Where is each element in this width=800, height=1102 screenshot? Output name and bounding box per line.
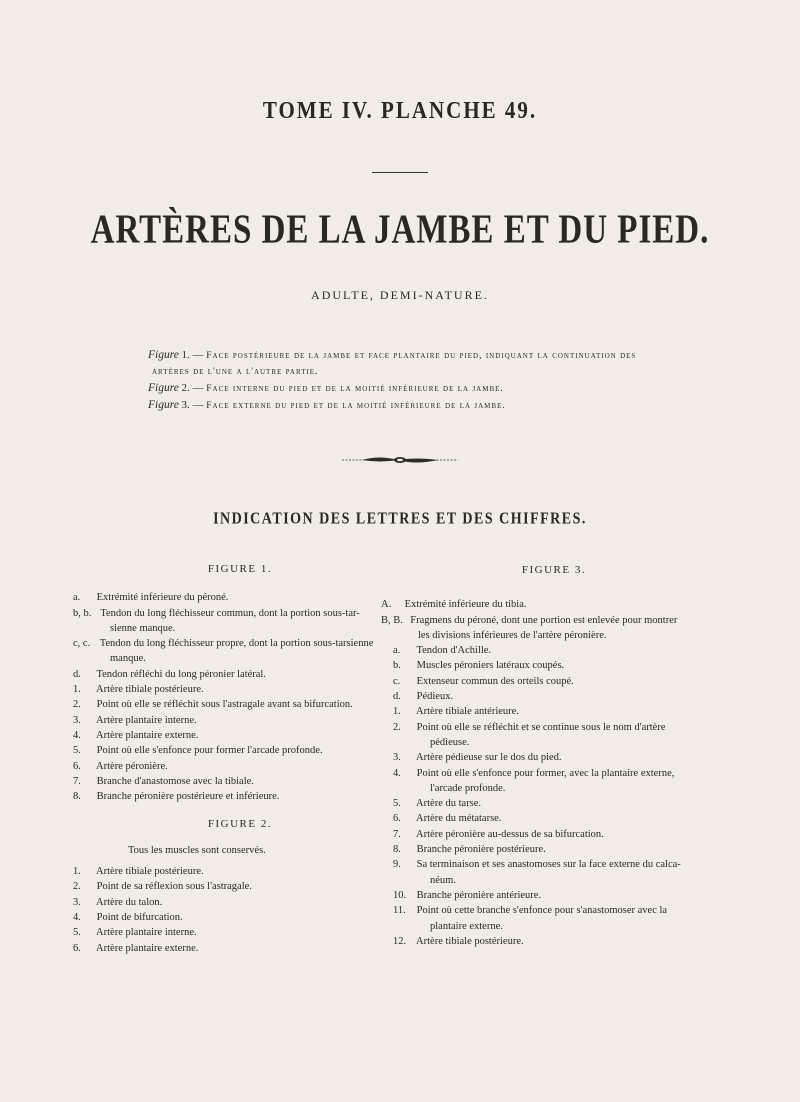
legend-item — [393, 827, 710, 842]
legend-item — [393, 674, 710, 689]
legend-text: Tendon du long fléchisseur commun, dont la portion sous-tar- — [100, 607, 360, 619]
legend-item — [393, 689, 710, 704]
figure2-heading: FIGURE 2. — [207, 818, 273, 831]
legend-item — [393, 704, 710, 719]
legend-key: 7. — [73, 775, 81, 787]
legend-key: 1. — [73, 684, 81, 696]
legend-key: c, c. — [73, 638, 91, 650]
legend-key: 6. — [393, 813, 401, 825]
legend-text: Artère tibiale postérieure. — [416, 935, 524, 947]
figure2-legend — [73, 864, 390, 956]
legend-text: Extrémité inférieure du péroné. — [96, 592, 229, 604]
legend-item — [381, 597, 710, 612]
legend-key: 2. — [73, 699, 81, 711]
legend-text: Artère pédieuse sur le dos du pied. — [416, 752, 562, 764]
legend-item — [393, 888, 710, 903]
legend-item — [393, 643, 710, 658]
figure-description-cont: artères de l'une a l'autre partie. — [152, 367, 319, 377]
legend-text: Sa terminaison et ses anastomoses sur la face externe du calca- — [416, 859, 681, 871]
legend-text: Branche péronière postérieure. — [416, 844, 546, 856]
legend-key: b, b. — [73, 607, 92, 619]
legend-key: B, B. — [381, 614, 403, 626]
legend-item — [73, 636, 390, 667]
legend-key: c. — [393, 675, 401, 687]
legend-item — [381, 613, 710, 644]
divider-rule — [372, 172, 428, 173]
figure-entry-3 — [148, 397, 668, 414]
left-column — [73, 562, 390, 956]
legend-item — [393, 766, 710, 797]
legend-item — [393, 658, 710, 673]
legend-item — [73, 941, 390, 956]
legend-text: Branche d'anastomose avec la tibiale. — [96, 775, 254, 787]
legend-key: 11. — [393, 905, 406, 917]
legend-item — [393, 903, 710, 934]
legend-text-cont: néum. — [430, 874, 456, 886]
legend-key: d. — [393, 691, 401, 703]
legend-key: 5. — [73, 927, 81, 939]
figure-description: Face externe du pied et de la moitié inférieure de la jambe. — [206, 401, 506, 411]
figure-entry-2 — [148, 380, 668, 397]
legend-item — [393, 796, 710, 811]
legend-item — [73, 697, 390, 712]
legend-key: A. — [381, 599, 392, 611]
figure-entry-1 — [148, 347, 668, 380]
legend-text: Artère péronière au-dessus de sa bifurcation. — [416, 828, 604, 840]
figure-dash: — — [189, 399, 207, 411]
legend-text: Extenseur commun des orteils coupé. — [416, 675, 574, 687]
legend-item — [73, 789, 390, 804]
legend-item — [73, 728, 390, 743]
legend-text-cont: manque. — [110, 653, 146, 665]
figure1-heading: FIGURE 1. — [207, 563, 273, 575]
legend-item — [73, 879, 390, 894]
legend-text: Point où elle se réfléchit sous l'astragale avant sa bifurcation. — [96, 699, 353, 711]
figure-description: Face interne du pied et de la moitié inférieure de la jambe. — [206, 384, 504, 394]
right-column — [381, 563, 710, 949]
legend-text-cont: les divisions inférieures de l'artère péronière. — [418, 629, 607, 641]
legend-key: 4. — [73, 911, 81, 923]
legend-text: Fragmens du péroné, dont une portion est enlevée pour montrer — [410, 614, 678, 626]
legend-text: Artère tibiale postérieure. — [96, 684, 204, 696]
figure-label: Figure — [148, 382, 179, 394]
legend-key: 2. — [73, 881, 81, 893]
legend-text: Artère péronière. — [96, 760, 168, 772]
legend-text: Point de sa réflexion sous l'astragale. — [96, 881, 252, 893]
legend-key: 5. — [393, 798, 401, 810]
legend-text: Point où elle s'enfonce pour former, avec la plantaire externe, — [416, 767, 675, 779]
legend-text: Point où elle s'enfonce pour former l'arcade profonde. — [96, 745, 323, 757]
plate-title: ARTÈRES DE LA JAMBE ET DU PIED. — [90, 207, 710, 253]
legend-text: Point de bifurcation. — [96, 911, 183, 923]
legend-key: 10. — [393, 889, 407, 901]
legend-key: 12. — [393, 935, 407, 947]
legend-text: Artère plantaire interne. — [96, 714, 197, 726]
figure-label: Figure — [148, 399, 179, 411]
legend-text: Artère du tarse. — [416, 798, 482, 810]
legend-item — [73, 864, 390, 879]
figure3-legend — [393, 643, 710, 949]
plate-subtitle: ADULTE, DEMI-NATURE. — [311, 288, 489, 302]
legend-text: Tendon d'Achille. — [416, 645, 492, 657]
legend-item — [393, 934, 710, 949]
section-title: INDICATION DES LETTRES ET DES CHIFFRES. — [213, 510, 587, 529]
legend-key: 1. — [73, 866, 81, 878]
legend-text: Extrémité inférieure du tibia. — [404, 599, 527, 611]
legend-item — [73, 682, 390, 697]
legend-text: Branche péronière antérieure. — [416, 889, 542, 901]
legend-item — [393, 750, 710, 765]
legend-item — [393, 811, 710, 826]
legend-key: 1. — [393, 706, 401, 718]
legend-text: Artère du talon. — [96, 896, 163, 908]
legend-key: 5. — [73, 745, 81, 757]
legend-text: Artère plantaire externe. — [96, 942, 199, 954]
figure-number: 1. — [181, 349, 190, 361]
legend-text-cont: sienne manque. — [110, 622, 176, 634]
ornament-divider — [340, 452, 460, 468]
legend-item — [393, 857, 710, 888]
figure-number: 2. — [181, 382, 190, 394]
legend-item — [73, 713, 390, 728]
legend-item — [73, 667, 390, 682]
legend-key: 8. — [393, 844, 401, 856]
legend-text: Muscles péroniers latéraux coupés. — [416, 660, 565, 672]
legend-item — [73, 590, 390, 605]
legend-item — [73, 925, 390, 940]
legend-item — [73, 743, 390, 758]
legend-text-cont: l'arcade profonde. — [430, 782, 506, 794]
legend-text: Pédieux. — [416, 691, 454, 703]
legend-text: Point où elle se réfléchit et se continue sous le nom d'artère — [416, 721, 666, 733]
legend-text: Artère tibiale antérieure. — [416, 706, 519, 718]
legend-item — [73, 910, 390, 925]
legend-key: 2. — [393, 721, 401, 733]
legend-item — [393, 720, 710, 751]
figure1-legend — [73, 590, 390, 804]
legend-key: 4. — [393, 767, 401, 779]
legend-item — [393, 842, 710, 857]
legend-key: 6. — [73, 942, 81, 954]
legend-text-cont: pédieuse. — [430, 736, 470, 748]
figure2-intro: Tous les muscles sont conservés. — [128, 844, 266, 856]
figure-number: 3. — [181, 399, 190, 411]
figure3-heading: FIGURE 3. — [521, 564, 587, 576]
legend-text: Artère du métatarse. — [416, 813, 502, 825]
legend-text: Artère plantaire externe. — [96, 729, 199, 741]
legend-key: 8. — [73, 791, 81, 803]
legend-item — [73, 606, 390, 637]
legend-item — [73, 774, 390, 789]
legend-key: 7. — [393, 828, 401, 840]
legend-text: Branche péronière postérieure et inférieure. — [96, 791, 280, 803]
legend-key: 3. — [393, 752, 401, 764]
legend-key: 4. — [73, 729, 81, 741]
figure-label: Figure — [148, 349, 179, 361]
legend-key: a. — [73, 592, 81, 604]
legend-key: d. — [73, 668, 81, 680]
tome-heading: TOME IV. PLANCHE 49. — [262, 96, 538, 124]
legend-key: 3. — [73, 714, 81, 726]
legend-key: b. — [393, 660, 401, 672]
legend-key: a. — [393, 645, 401, 657]
legend-key: 9. — [393, 859, 401, 871]
legend-text: Tendon réfléchi du long péronier latéral. — [96, 668, 266, 680]
legend-text: Tendon du long fléchisseur propre, dont la portion sous-tarsienne — [99, 638, 374, 650]
figure-description: Face postérieure de la jambe et face plantaire du pied, indiquant la continuation des — [206, 351, 637, 361]
legend-key: 6. — [73, 760, 81, 772]
legend-key: 3. — [73, 896, 81, 908]
figure-dash: — — [189, 349, 207, 361]
legend-item — [73, 895, 390, 910]
figure-dash: — — [189, 382, 207, 394]
legend-item — [73, 759, 390, 774]
legend-text-cont: plantaire externe. — [430, 920, 503, 932]
legend-text: Point où cette branche s'enfonce pour s'anastomoser avec la — [416, 905, 668, 917]
figure-list — [148, 347, 668, 414]
legend-text: Artère plantaire interne. — [96, 927, 197, 939]
legend-text: Artère tibiale postérieure. — [96, 866, 204, 878]
figure3-legend-upper — [381, 597, 710, 643]
